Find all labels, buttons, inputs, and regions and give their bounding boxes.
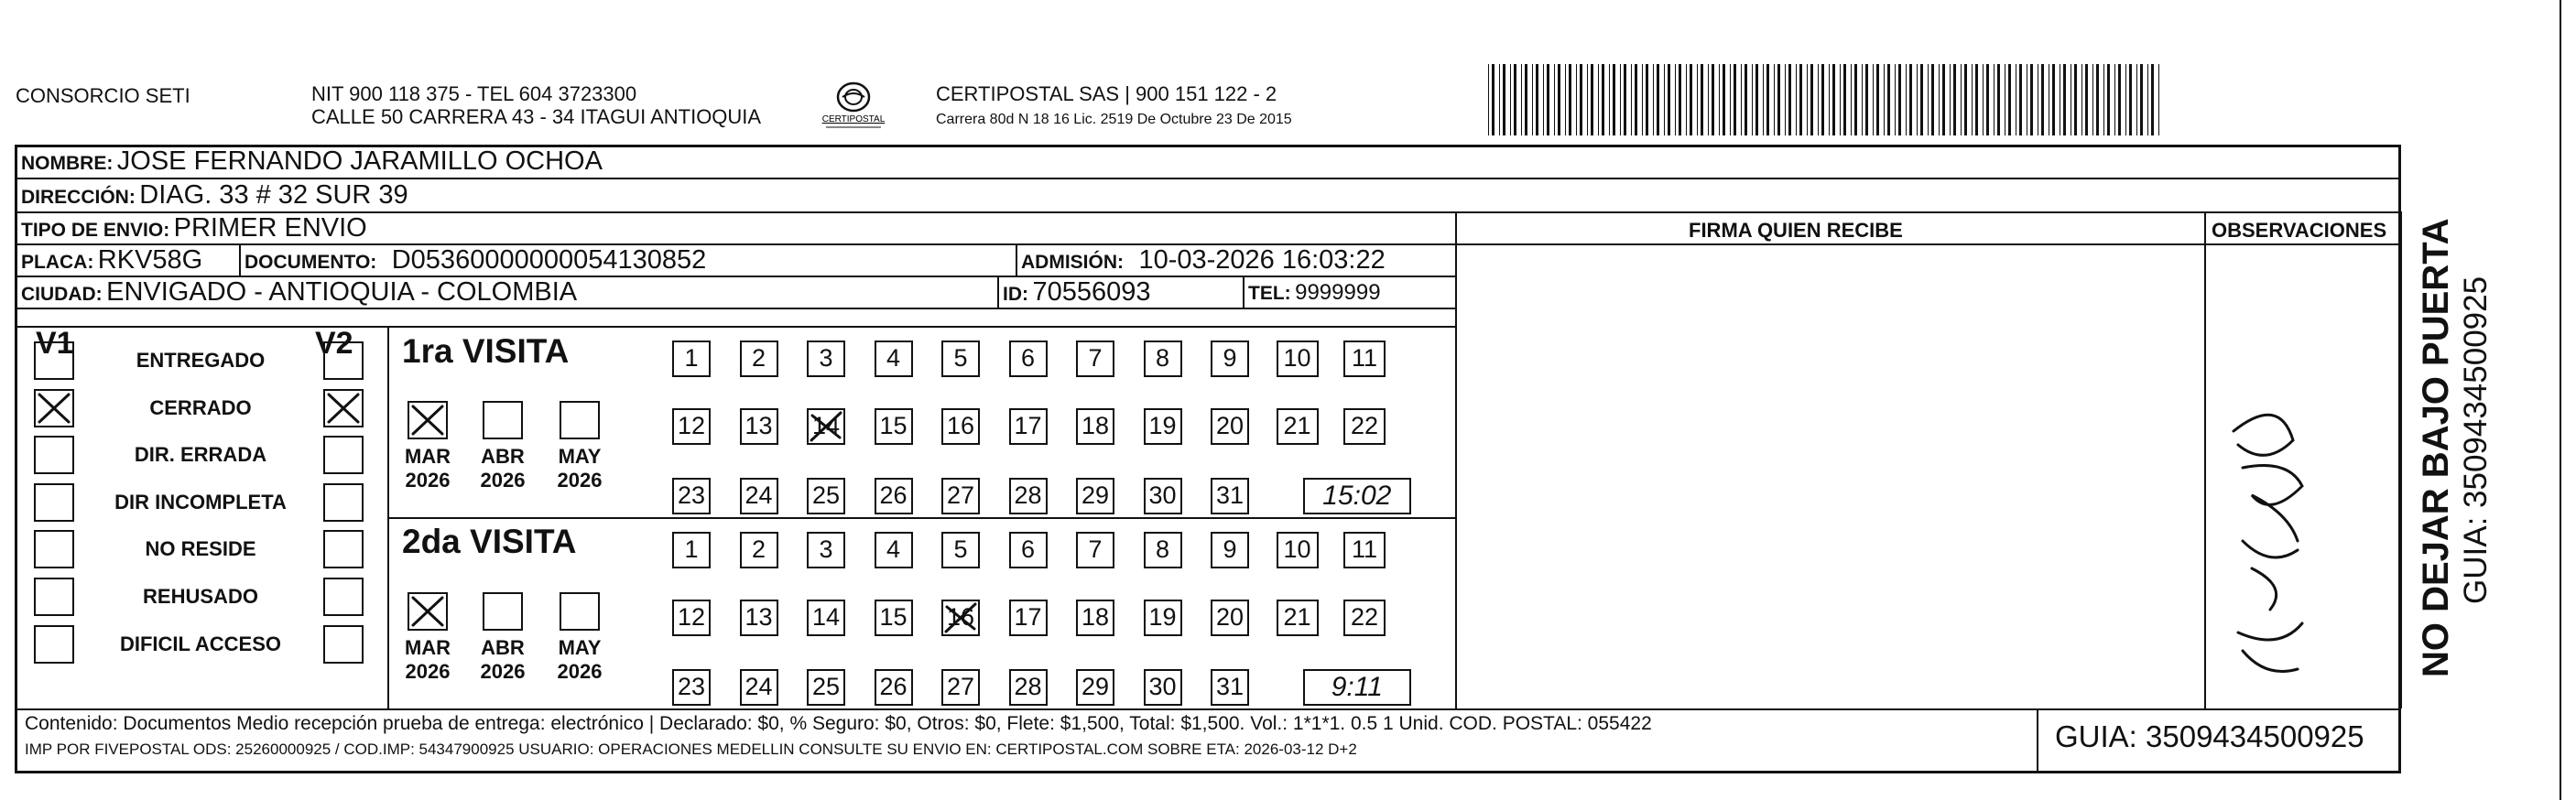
tel-label: TEL: — [1248, 283, 1291, 304]
visit2-day-28[interactable]: 28 — [1009, 669, 1048, 706]
visit2-title: 2da VISITA — [402, 523, 577, 560]
admission-field — [1021, 245, 1386, 276]
visit1-day-20[interactable]: 20 — [1211, 408, 1249, 445]
recipient-name: JOSE FERNANDO JARAMILLO OCHOA — [116, 146, 603, 176]
certipostal-logo-icon — [815, 79, 892, 134]
visit2-day-30[interactable]: 30 — [1144, 669, 1182, 706]
barcode-bar — [1602, 64, 1604, 135]
visit2-day-2[interactable]: 2 — [740, 532, 778, 568]
visit2-month-label: MAY 2026 — [557, 636, 603, 683]
visit2-day-27[interactable]: 27 — [941, 669, 980, 706]
carrier-license: Carrera 80d N 18 16 Lic. 2519 De Octubre 23 De 2015 — [936, 112, 1292, 127]
barcode-bar — [1686, 64, 1687, 135]
visit2-day-16[interactable]: 16 — [941, 600, 980, 636]
visit1-day-14[interactable]: 14 — [807, 408, 845, 445]
barcode-bar — [1873, 64, 1874, 135]
ship-type-row — [21, 213, 367, 243]
barcode-bar — [2151, 64, 2154, 135]
barcode-bar — [2147, 64, 2148, 135]
barcode-bar — [1719, 64, 1720, 135]
city-field — [21, 277, 577, 308]
visit2-month-label: MAR 2026 — [404, 636, 451, 683]
visit1-day-29[interactable]: 29 — [1076, 478, 1114, 514]
visit1-day-13[interactable]: 13 — [740, 408, 778, 445]
visit1-day-19[interactable]: 19 — [1144, 408, 1182, 445]
barcode-bar — [1653, 64, 1654, 135]
document-label: DOCUMENTO: — [245, 252, 377, 273]
v1-checkbox-entregado[interactable] — [34, 341, 74, 380]
logo-text: CERTIPOSTAL — [821, 114, 886, 124]
plate-label: PLACA: — [21, 252, 94, 273]
admission-value: 10-03-2026 16:03:22 — [1138, 245, 1386, 275]
barcode-bar — [1668, 64, 1670, 135]
v2-checkbox-cerrado[interactable] — [323, 389, 364, 427]
ship-type-value: PRIMER ENVIO — [173, 213, 367, 243]
barcode-bar — [1755, 64, 1758, 135]
visit1-day-30[interactable]: 30 — [1144, 478, 1182, 514]
v2-checkbox-entregado[interactable] — [323, 341, 364, 380]
v1-checkbox-rehusado[interactable] — [34, 578, 74, 616]
status-label: ENTREGADO — [136, 349, 266, 372]
barcode-bar — [2041, 64, 2044, 135]
barcode-bar — [2114, 64, 2115, 135]
visit1-day-21[interactable]: 21 — [1277, 408, 1319, 445]
visit2-day-20[interactable]: 20 — [1211, 600, 1249, 636]
visit1-day-4[interactable]: 4 — [875, 341, 913, 377]
barcode-bar — [1730, 64, 1731, 135]
barcode-bar — [2081, 64, 2082, 135]
observations-handwriting — [2215, 358, 2325, 697]
v2-checkbox-dir-incompleta[interactable] — [323, 483, 364, 522]
barcode-bar — [1906, 64, 1907, 135]
barcode-bar — [1646, 64, 1648, 135]
barcode-bar — [1708, 64, 1709, 135]
visit2-day-6[interactable]: 6 — [1009, 532, 1048, 568]
id-field — [1003, 277, 1150, 308]
barcode-bar — [2008, 64, 2011, 135]
barcode-bar — [1931, 64, 1934, 135]
barcode-bar — [1854, 64, 1857, 135]
visit2-month-label: ABR 2026 — [480, 636, 526, 683]
visit1-day-26[interactable]: 26 — [875, 478, 913, 514]
visit1-day-31[interactable]: 31 — [1211, 478, 1249, 514]
plate-field — [21, 245, 202, 276]
barcode-bar — [1752, 64, 1753, 135]
barcode-bar — [1734, 64, 1736, 135]
v1-checkbox-dir-errada[interactable] — [34, 436, 74, 474]
barcode-bar — [1569, 64, 1571, 135]
barcode-bar — [1884, 64, 1885, 135]
barcode-bar — [1492, 64, 1495, 135]
barcode-bar — [1609, 64, 1610, 135]
visit2-day-1[interactable]: 1 — [672, 532, 711, 568]
barcode-bar — [1986, 64, 1989, 135]
barcode-bar — [1558, 64, 1560, 135]
visit1-day-11[interactable]: 11 — [1343, 341, 1386, 377]
v1-checkbox-dificil-acceso[interactable] — [34, 625, 74, 664]
visit2-day-10[interactable]: 10 — [1277, 532, 1319, 568]
barcode-bar — [1554, 64, 1555, 135]
side-warning-box — [2413, 146, 2459, 677]
visit1-day-18[interactable]: 18 — [1076, 408, 1114, 445]
barcode-bar — [1821, 64, 1824, 135]
v1-checkbox-cerrado[interactable] — [34, 389, 74, 427]
status-label: NO RESIDE — [145, 537, 256, 560]
status-label: DIR. ERRADA — [134, 443, 267, 466]
visit1-day-24[interactable]: 24 — [740, 478, 778, 514]
barcode-bar — [1763, 64, 1764, 135]
address-label: DIRECCIÓN: — [21, 187, 136, 208]
barcode-bar — [1818, 64, 1819, 135]
v1-header: V1 — [36, 326, 74, 361]
visit2-day-22[interactable]: 22 — [1343, 600, 1386, 636]
barcode-bar — [1745, 64, 1747, 135]
barcode-bar — [1939, 64, 1940, 135]
visit2-day-29[interactable]: 29 — [1076, 669, 1114, 706]
barcode-bar — [2092, 64, 2093, 135]
visit2-day-5[interactable]: 5 — [941, 532, 980, 568]
barcode-bar — [1642, 64, 1643, 135]
barcode-bar — [2063, 64, 2066, 135]
barcode-bar — [1525, 64, 1527, 135]
barcode-bar — [2136, 64, 2137, 135]
barcode-bar — [1832, 64, 1835, 135]
barcode-bar — [1964, 64, 1967, 135]
visit1-day-3[interactable]: 3 — [807, 341, 845, 377]
barcode-bar — [1810, 64, 1813, 135]
barcode-bar — [1514, 64, 1516, 135]
barcode-bar — [1920, 64, 1923, 135]
signature-header: FIRMA QUIEN RECIBE — [1689, 219, 1903, 242]
visit1-month-checkbox-abr[interactable] — [483, 401, 523, 439]
visit2-month-checkbox-abr[interactable] — [483, 592, 523, 631]
visit1-month-label: MAY 2026 — [557, 445, 603, 492]
barcode-bar — [1840, 64, 1841, 135]
barcode-bar — [2125, 64, 2126, 135]
barcode-bar — [1898, 64, 1901, 135]
barcode-bar — [1917, 64, 1918, 135]
v2-checkbox-rehusado[interactable] — [323, 578, 364, 616]
visit1-day-16[interactable]: 16 — [941, 408, 980, 445]
barcode-bar — [1785, 64, 1786, 135]
barcode-bar — [1876, 64, 1879, 135]
visit2-day-8[interactable]: 8 — [1144, 532, 1182, 568]
sender-address: CALLE 50 CARRERA 43 - 34 ITAGUI ANTIOQUIA — [311, 105, 762, 128]
barcode-bar — [1766, 64, 1769, 135]
admission-label: ADMISIÓN: — [1021, 252, 1124, 273]
tel-field — [1248, 280, 1381, 306]
visit1-day-6[interactable]: 6 — [1009, 341, 1048, 377]
name-row — [21, 146, 603, 177]
observations-header: OBSERVACIONES — [2212, 219, 2387, 242]
barcode-bar — [1972, 64, 1973, 135]
barcode-bar — [1942, 64, 1945, 135]
barcode-bar — [1997, 64, 2000, 135]
barcode-bar — [1499, 64, 1500, 135]
footer-imp: IMP POR FIVEPOSTAL ODS: 25260000925 / COD.IMP: 54347900925 USUARIO: OPERACIONES MEDELLIN CONSULTE SU ENVIO EN: CERTIPOSTAL.COM SOBRE ETA: 2026-03-12 D+2 — [25, 741, 1357, 758]
visit1-day-5[interactable]: 5 — [941, 341, 980, 377]
barcode-bar — [1576, 64, 1577, 135]
barcode-bar — [1510, 64, 1511, 135]
visit2-day-11[interactable]: 11 — [1343, 532, 1386, 568]
side-warning: NO DEJAR BAJO PUERTA — [2416, 218, 2456, 677]
barcode-bar — [1690, 64, 1692, 135]
v1-checkbox-no-reside[interactable] — [34, 530, 74, 568]
v2-checkbox-no-reside[interactable] — [323, 530, 364, 568]
barcode-bar — [2103, 64, 2104, 135]
visit2-month-checkbox-may[interactable] — [560, 592, 600, 631]
barcode-bar — [1928, 64, 1929, 135]
barcode-bar — [1635, 64, 1637, 135]
delivery-form — [15, 145, 2401, 773]
barcode-bar — [1580, 64, 1582, 135]
barcode-bar — [1851, 64, 1852, 135]
visit1-day-2[interactable]: 2 — [740, 341, 778, 377]
visit2-day-13[interactable]: 13 — [740, 600, 778, 636]
v2-header: V2 — [315, 326, 353, 361]
visit2-day-9[interactable]: 9 — [1211, 532, 1249, 568]
barcode-bar — [1587, 64, 1588, 135]
visit2-day-31[interactable]: 31 — [1211, 669, 1249, 706]
v2-checkbox-dir-errada[interactable] — [323, 436, 364, 474]
barcode-bar — [1723, 64, 1725, 135]
barcode-bar — [1862, 64, 1863, 135]
recipient-address: DIAG. 33 # 32 SUR 39 — [139, 180, 408, 210]
barcode-bar — [1631, 64, 1632, 135]
side-guide: GUIA: 3509434500925 — [2458, 276, 2494, 604]
visit2-month-checkbox-mar[interactable] — [408, 592, 448, 631]
barcode-bar — [2158, 64, 2159, 135]
barcode-bar — [1975, 64, 1978, 135]
visit1-day-10[interactable]: 10 — [1277, 341, 1319, 377]
barcode-bar — [1983, 64, 1984, 135]
barcode-bar — [2107, 64, 2110, 135]
barcode-bar — [1796, 64, 1797, 135]
barcode-bar — [2030, 64, 2033, 135]
visit2-day-26[interactable]: 26 — [875, 669, 913, 706]
visit1-title: 1ra VISITA — [402, 332, 570, 370]
v2-checkbox-dificil-acceso[interactable] — [323, 625, 364, 664]
barcode-bar — [1675, 64, 1676, 135]
visit1-day-27[interactable]: 27 — [941, 478, 980, 514]
id-label: ID: — [1003, 284, 1028, 305]
status-label: CERRADO — [149, 396, 252, 419]
status-label: REHUSADO — [143, 585, 258, 608]
barcode — [1488, 64, 2166, 135]
barcode-bar — [1565, 64, 1566, 135]
visit1-day-28[interactable]: 28 — [1009, 478, 1048, 514]
visit1-day-8[interactable]: 8 — [1144, 341, 1182, 377]
barcode-bar — [1547, 64, 1549, 135]
footer-guide: GUIA: 3509434500925 — [2055, 719, 2364, 753]
barcode-bar — [1536, 64, 1538, 135]
barcode-bar — [1895, 64, 1896, 135]
visit1-day-12[interactable]: 12 — [672, 408, 711, 445]
barcode-bar — [1503, 64, 1505, 135]
barcode-bar — [1697, 64, 1698, 135]
visit1-day-23[interactable]: 23 — [672, 478, 711, 514]
barcode-bar — [2140, 64, 2143, 135]
barcode-bar — [1843, 64, 1846, 135]
visit2-day-21[interactable]: 21 — [1277, 600, 1319, 636]
barcode-bar — [1543, 64, 1544, 135]
status-label: DIFICIL ACCESO — [119, 632, 281, 655]
visit1-day-25[interactable]: 25 — [807, 478, 845, 514]
barcode-bar — [1488, 64, 1489, 135]
barcode-bar — [1701, 64, 1703, 135]
barcode-bar — [1961, 64, 1962, 135]
visit2-day-23[interactable]: 23 — [672, 669, 711, 706]
visit2-day-14[interactable]: 14 — [807, 600, 845, 636]
barcode-bar — [2052, 64, 2055, 135]
name-label: NOMBRE: — [21, 153, 114, 174]
barcode-bar — [2074, 64, 2077, 135]
barcode-bar — [1620, 64, 1621, 135]
barcode-bar — [1774, 64, 1775, 135]
barcode-bar — [2096, 64, 2099, 135]
visit2-day-7[interactable]: 7 — [1076, 532, 1114, 568]
barcode-bar — [2129, 64, 2132, 135]
visit2-time-box: 9:11 — [1303, 669, 1411, 706]
barcode-bar — [1799, 64, 1802, 135]
city-label: CIUDAD: — [21, 284, 103, 305]
visit1-day-9[interactable]: 9 — [1211, 341, 1249, 377]
document-value: D05360000000054130852 — [391, 245, 707, 275]
sender-nit: NIT 900 118 375 - TEL 604 3723300 — [311, 82, 637, 105]
address-row — [21, 180, 408, 211]
barcode-bar — [1679, 64, 1681, 135]
tel-value: 9999999 — [1295, 280, 1381, 305]
barcode-bar — [2085, 64, 2088, 135]
barcode-bar — [1664, 64, 1665, 135]
barcode-bar — [1788, 64, 1791, 135]
status-label: DIR INCOMPLETA — [114, 491, 287, 514]
visit2-day-3[interactable]: 3 — [807, 532, 845, 568]
id-value: 70556093 — [1032, 277, 1151, 307]
visit2-day-17[interactable]: 17 — [1009, 600, 1048, 636]
barcode-bar — [1624, 64, 1626, 135]
city-value: ENVIGADO - ANTIOQUIA - COLOMBIA — [106, 277, 578, 307]
carrier-name: CERTIPOSTAL SAS | 900 151 122 - 2 — [936, 82, 1277, 105]
barcode-bar — [1909, 64, 1912, 135]
barcode-bar — [1829, 64, 1830, 135]
visit2-day-19[interactable]: 19 — [1144, 600, 1182, 636]
barcode-bar — [1712, 64, 1714, 135]
barcode-bar — [2019, 64, 2022, 135]
visit1-month-checkbox-mar[interactable] — [408, 401, 448, 439]
v1-checkbox-dir-incompleta[interactable] — [34, 483, 74, 522]
barcode-bar — [1950, 64, 1951, 135]
barcode-bar — [1741, 64, 1742, 135]
sender-company: CONSORCIO SETI — [16, 84, 190, 107]
barcode-bar — [1532, 64, 1533, 135]
barcode-bar — [1598, 64, 1599, 135]
page-edge — [2560, 0, 2561, 800]
barcode-bar — [1953, 64, 1956, 135]
footer-content: Contenido: Documentos Medio recepción prueba de entrega: electrónico | Declarado: $0, % Seguro: $0, Otros: $0, Flete: $1,500, Total: $1,500. Vol.: 1*1*1. 0.5 1 Unid. COD. POSTAL: 055422 — [25, 713, 1652, 734]
barcode-bar — [1887, 64, 1890, 135]
visit1-day-22[interactable]: 22 — [1343, 408, 1386, 445]
barcode-bar — [1521, 64, 1522, 135]
barcode-bar — [1777, 64, 1780, 135]
barcode-bar — [1613, 64, 1615, 135]
visit1-day-17[interactable]: 17 — [1009, 408, 1048, 445]
visit2-day-15[interactable]: 15 — [875, 600, 913, 636]
visit2-day-4[interactable]: 4 — [875, 532, 913, 568]
visit1-day-1[interactable]: 1 — [672, 341, 711, 377]
barcode-bar — [1591, 64, 1593, 135]
barcode-bar — [1657, 64, 1659, 135]
barcode-bar — [1865, 64, 1868, 135]
visit1-month-label: ABR 2026 — [480, 445, 526, 492]
visit2-day-12[interactable]: 12 — [672, 600, 711, 636]
visit2-day-25[interactable]: 25 — [807, 669, 845, 706]
visit2-day-24[interactable]: 24 — [740, 669, 778, 706]
visit1-month-label: MAR 2026 — [404, 445, 451, 492]
ship-type-label: TIPO DE ENVIO: — [21, 220, 170, 241]
plate-value: RKV58G — [97, 245, 203, 275]
barcode-bar — [2118, 64, 2121, 135]
visit1-time-box: 15:02 — [1303, 478, 1411, 514]
visit1-day-7[interactable]: 7 — [1076, 341, 1114, 377]
visit1-month-checkbox-may[interactable] — [560, 401, 600, 439]
visit1-day-15[interactable]: 15 — [875, 408, 913, 445]
barcode-bar — [1807, 64, 1808, 135]
visit2-day-18[interactable]: 18 — [1076, 600, 1114, 636]
document-field — [245, 245, 706, 276]
side-guide-box — [2459, 165, 2494, 604]
